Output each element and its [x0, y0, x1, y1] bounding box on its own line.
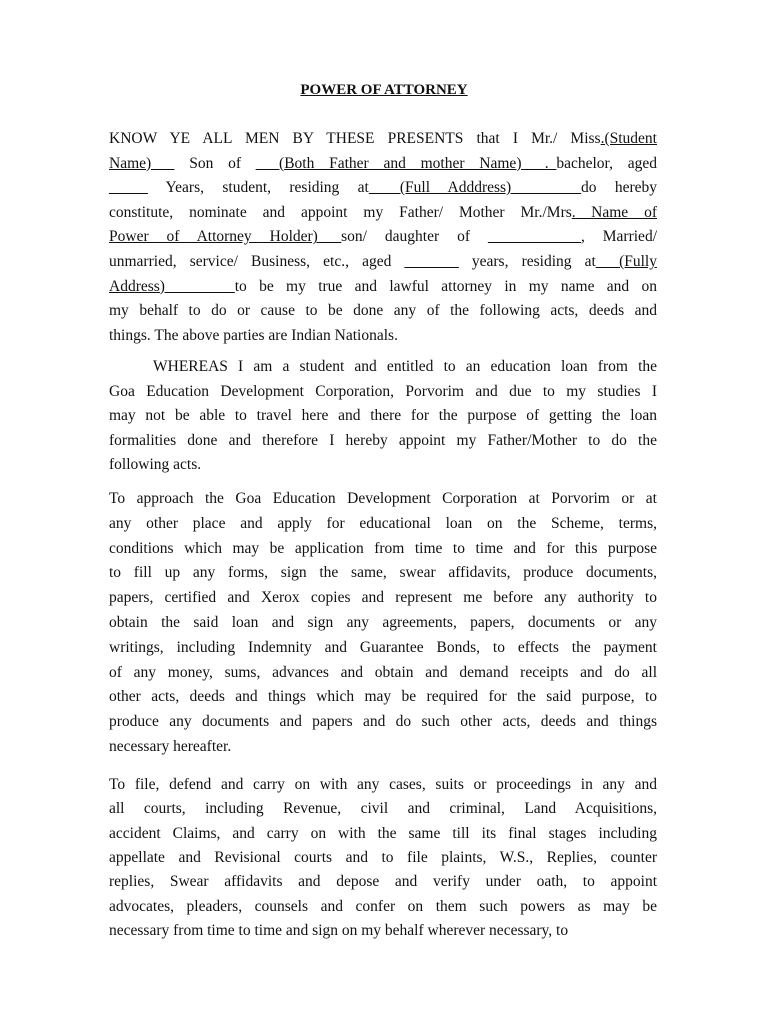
- text-segment: unmarried, service/ Business, etc., aged: [109, 253, 405, 270]
- text-segment: to fill up any forms, sign the same, swear affidavits, produce documents,: [109, 564, 657, 582]
- fill-in-field: ____________: [487, 228, 581, 246]
- text-line: [109, 663, 657, 683]
- text-line: [109, 613, 657, 633]
- fill-in-field: Power of Attorney Holder)___: [109, 228, 342, 246]
- text-segment: years, residing at: [458, 253, 596, 270]
- fill-in-field: _______: [404, 253, 459, 270]
- text-line: [109, 406, 657, 426]
- text-segment: constitute, nominate and appoint my Father/ Mother Mr./Mrs: [109, 203, 572, 221]
- text-segment: , Married/: [580, 228, 657, 246]
- text-line: [153, 357, 657, 377]
- text-segment: Years, student, residing at: [147, 179, 369, 197]
- fill-in-field: Address)_________: [109, 277, 235, 295]
- text-line: [109, 382, 657, 402]
- text-segment: do hereby: [580, 179, 657, 197]
- text-segment: necessary hereafter.: [109, 738, 232, 755]
- text-segment: conditions which may be application from time to time and for this purpose: [109, 539, 657, 557]
- text-segment: son/ daughter of: [341, 228, 488, 246]
- text-segment: all courts, including Revenue, civil and criminal, Land Acquisitions,: [109, 800, 657, 818]
- text-segment: KNOW YE ALL MEN BY THESE PRESENTS that I Mr./ Miss: [109, 130, 601, 147]
- text-segment: Goa Education Development Corporation, Porvorim and due to my studies I: [109, 382, 657, 400]
- text-line: [109, 154, 657, 174]
- text-segment: necessary from time to time and sign on my behalf wherever necessary, to: [109, 921, 569, 939]
- text-segment: following acts.: [109, 456, 202, 474]
- fill-in-field: .__Name of: [571, 203, 658, 221]
- text-line: [109, 563, 657, 583]
- fill-in-field: _____: [109, 179, 148, 197]
- text-segment: papers, certified and Xerox copies and represent me before any authority to: [109, 589, 657, 607]
- text-segment: advocates, pleaders, counsels and confer on them such powers as may be: [109, 897, 657, 915]
- text-line: [109, 737, 657, 757]
- text-segment: appellate and Revisional courts and to file plaints, W.S., Replies, counter: [109, 848, 657, 866]
- fill-in-field: ___(Fully: [595, 253, 657, 270]
- fill-in-field: Name)___: [109, 154, 175, 172]
- text-line: [109, 326, 657, 346]
- text-segment: To approach the Goa Education Development Corporation at Porvorim or at: [109, 490, 657, 507]
- text-line: [109, 588, 657, 608]
- fill-in-field: .(Student: [600, 130, 657, 147]
- text-line: [109, 799, 657, 819]
- text-line: [109, 514, 657, 534]
- text-segment: to be my true and lawful attorney in my name and on: [234, 277, 657, 295]
- text-segment: things. The above parties are Indian Nationals.: [109, 326, 398, 344]
- text-segment: formalities done and therefore I hereby appoint my Father/Mother to do the: [109, 431, 657, 449]
- text-line: [109, 638, 657, 658]
- text-line: [109, 431, 657, 451]
- text-line: [109, 848, 657, 868]
- fill-in-field: ._: [544, 154, 557, 172]
- text-line: [109, 252, 657, 272]
- text-segment: of any money, sums, advances and obtain and demand receipts and do all: [109, 663, 657, 681]
- text-line: [109, 277, 657, 297]
- text-line: [109, 775, 657, 795]
- text-segment: To file, defend and carry on with any cases, suits or proceedings in any and: [109, 776, 657, 793]
- text-segment: obtain the said loan and sign any agreements, papers, documents or any: [109, 614, 657, 631]
- text-line: [109, 921, 657, 941]
- fill-in-field: ____(Full Adddress)_________: [368, 179, 581, 197]
- text-line: [109, 872, 657, 892]
- text-segment: WHEREAS I am a student and entitled to an education loan from the: [153, 358, 657, 375]
- text-segment: produce any documents and papers and do such other acts, deeds and things: [109, 713, 657, 731]
- text-line: [109, 178, 657, 198]
- text-segment: replies, Swear affidavits and depose and verify under oath, to appoint: [109, 873, 657, 891]
- text-line: [109, 687, 657, 707]
- text-line: [109, 539, 657, 559]
- document-title: POWER OF ATTORNEY: [300, 82, 468, 98]
- text-line: [109, 897, 657, 917]
- text-line: [109, 455, 657, 475]
- text-line: [109, 489, 657, 509]
- text-line: [109, 227, 657, 247]
- text-line: [109, 203, 657, 223]
- text-line: [109, 824, 657, 844]
- text-segment: Son of: [174, 154, 256, 172]
- text-segment: my behalf to do or cause to be done any of the following acts, deeds and: [109, 302, 657, 320]
- text-segment: writings, including Indemnity and Guarantee Bonds, to effects the payment: [109, 638, 657, 656]
- text-segment: any other place and apply for educational loan on the Scheme, terms,: [109, 514, 657, 532]
- text-segment: may not be able to travel here and there for the purpose of getting the loan: [109, 407, 657, 425]
- text-line: [109, 129, 657, 149]
- fill-in-field: ___(Both Father and mother Name)___: [255, 154, 545, 172]
- text-line: [109, 712, 657, 732]
- text-segment: bachelor, aged: [556, 154, 658, 172]
- text-segment: other acts, deeds and things which may be required for the said purpose, to: [109, 688, 657, 706]
- text-segment: accident Claims, and carry on with the same till its final stages including: [109, 824, 657, 842]
- text-line: [109, 301, 657, 321]
